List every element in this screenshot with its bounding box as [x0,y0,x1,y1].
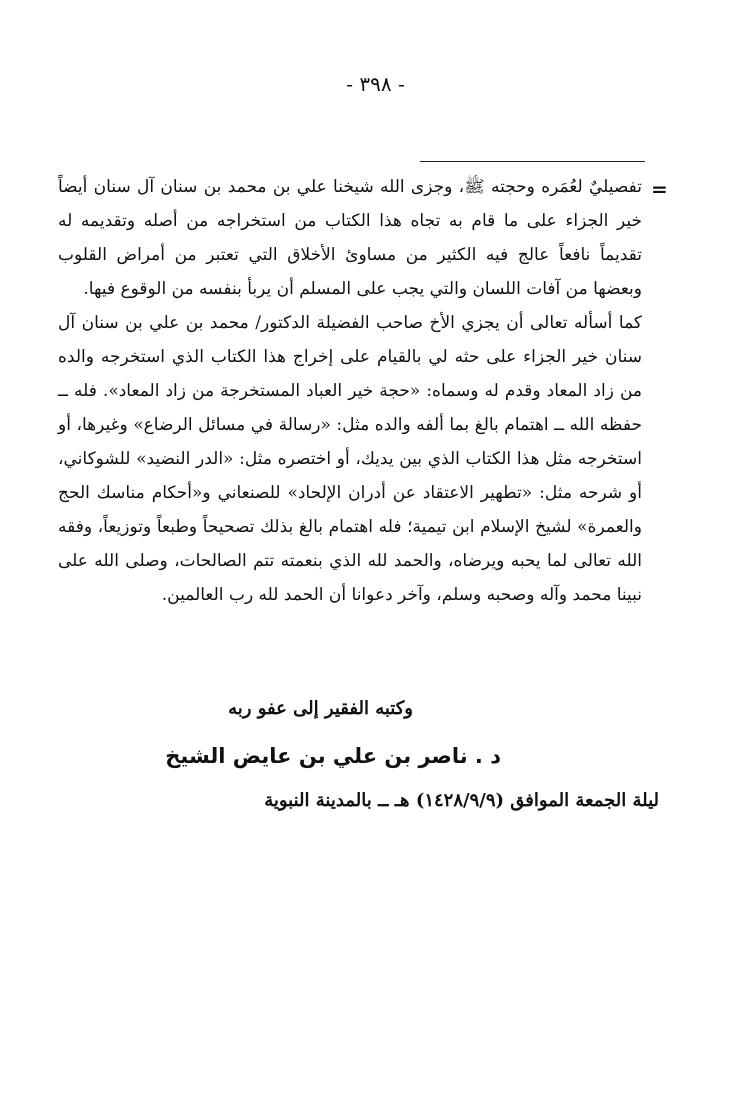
paragraph-1: تفصيليٌ لعُمَره وحجته ﷺ، وجزى الله شيخنا علي بن محمد بن سنان آل سنان أيضاً خير الجزاء على ما قام به تجاه هذا الكتاب من استخراجه من أصله وتقديمه له تقديماً نافعاً عالج فيه الكثير من مساوئ الأخلاق التي تعتبر من أمراض القلوب وبعضها من آفات اللسان والتي يجب على المسلم أن يربأ بنفسه من الوقوع فيها. [58,177,642,299]
author-signature: د . ناصر بن علي بن عايض الشيخ [165,744,501,768]
page-number: - ٣٩٨ - [346,72,405,96]
continuation-marker: = [651,177,668,201]
closing-line: وكتبه الفقير إلى عفو ربه [228,698,413,719]
date-place-line: ليلة الجمعة الموافق (١٤٢٨/٩/٩) هـ ــ بالمدينة النبوية [264,790,659,811]
main-text [58,170,642,612]
paragraph-2: كما أسأله تعالى أن يجزي الأخ صاحب الفضيلة الدكتور/ محمد بن علي بن سنان آل سنان خير الجزاء على حثه لي بالقيام على إخراج هذا الكتاب الذي استخرجه والده من زاد المعاد وقدم له وسماه: «حجة خير العباد المستخرجة من زاد المعاد». فله ــ حفظه الله ــ اهتمام بالغ بما ألفه والده مثل: «رسالة في مسائل الرضاع» وغيرها، أو استخرجه مثل هذا الكتاب الذي بين يديك، أو اختصره مثل: «الدر النضيد» للشوكاني، أو شرحه مثل: «تطهير الاعتقاد عن أدران الإلحاد» للصنعاني و«أحكام مناسك الحج والعمرة» لشيخ الإسلام ابن تيمية؛ فله اهتمام بالغ بذلك تصحيحاً وطبعاً وتوزيعاً، وفقه الله تعالى لما يحبه ويرضاه، والحمد لله الذي بنعمته تتم الصالحات، وصلى الله على نبينا محمد وآله وصحبه وسلم، وآخر دعوانا أن الحمد لله رب العالمين. [58,313,642,605]
footnote-divider [420,161,645,162]
